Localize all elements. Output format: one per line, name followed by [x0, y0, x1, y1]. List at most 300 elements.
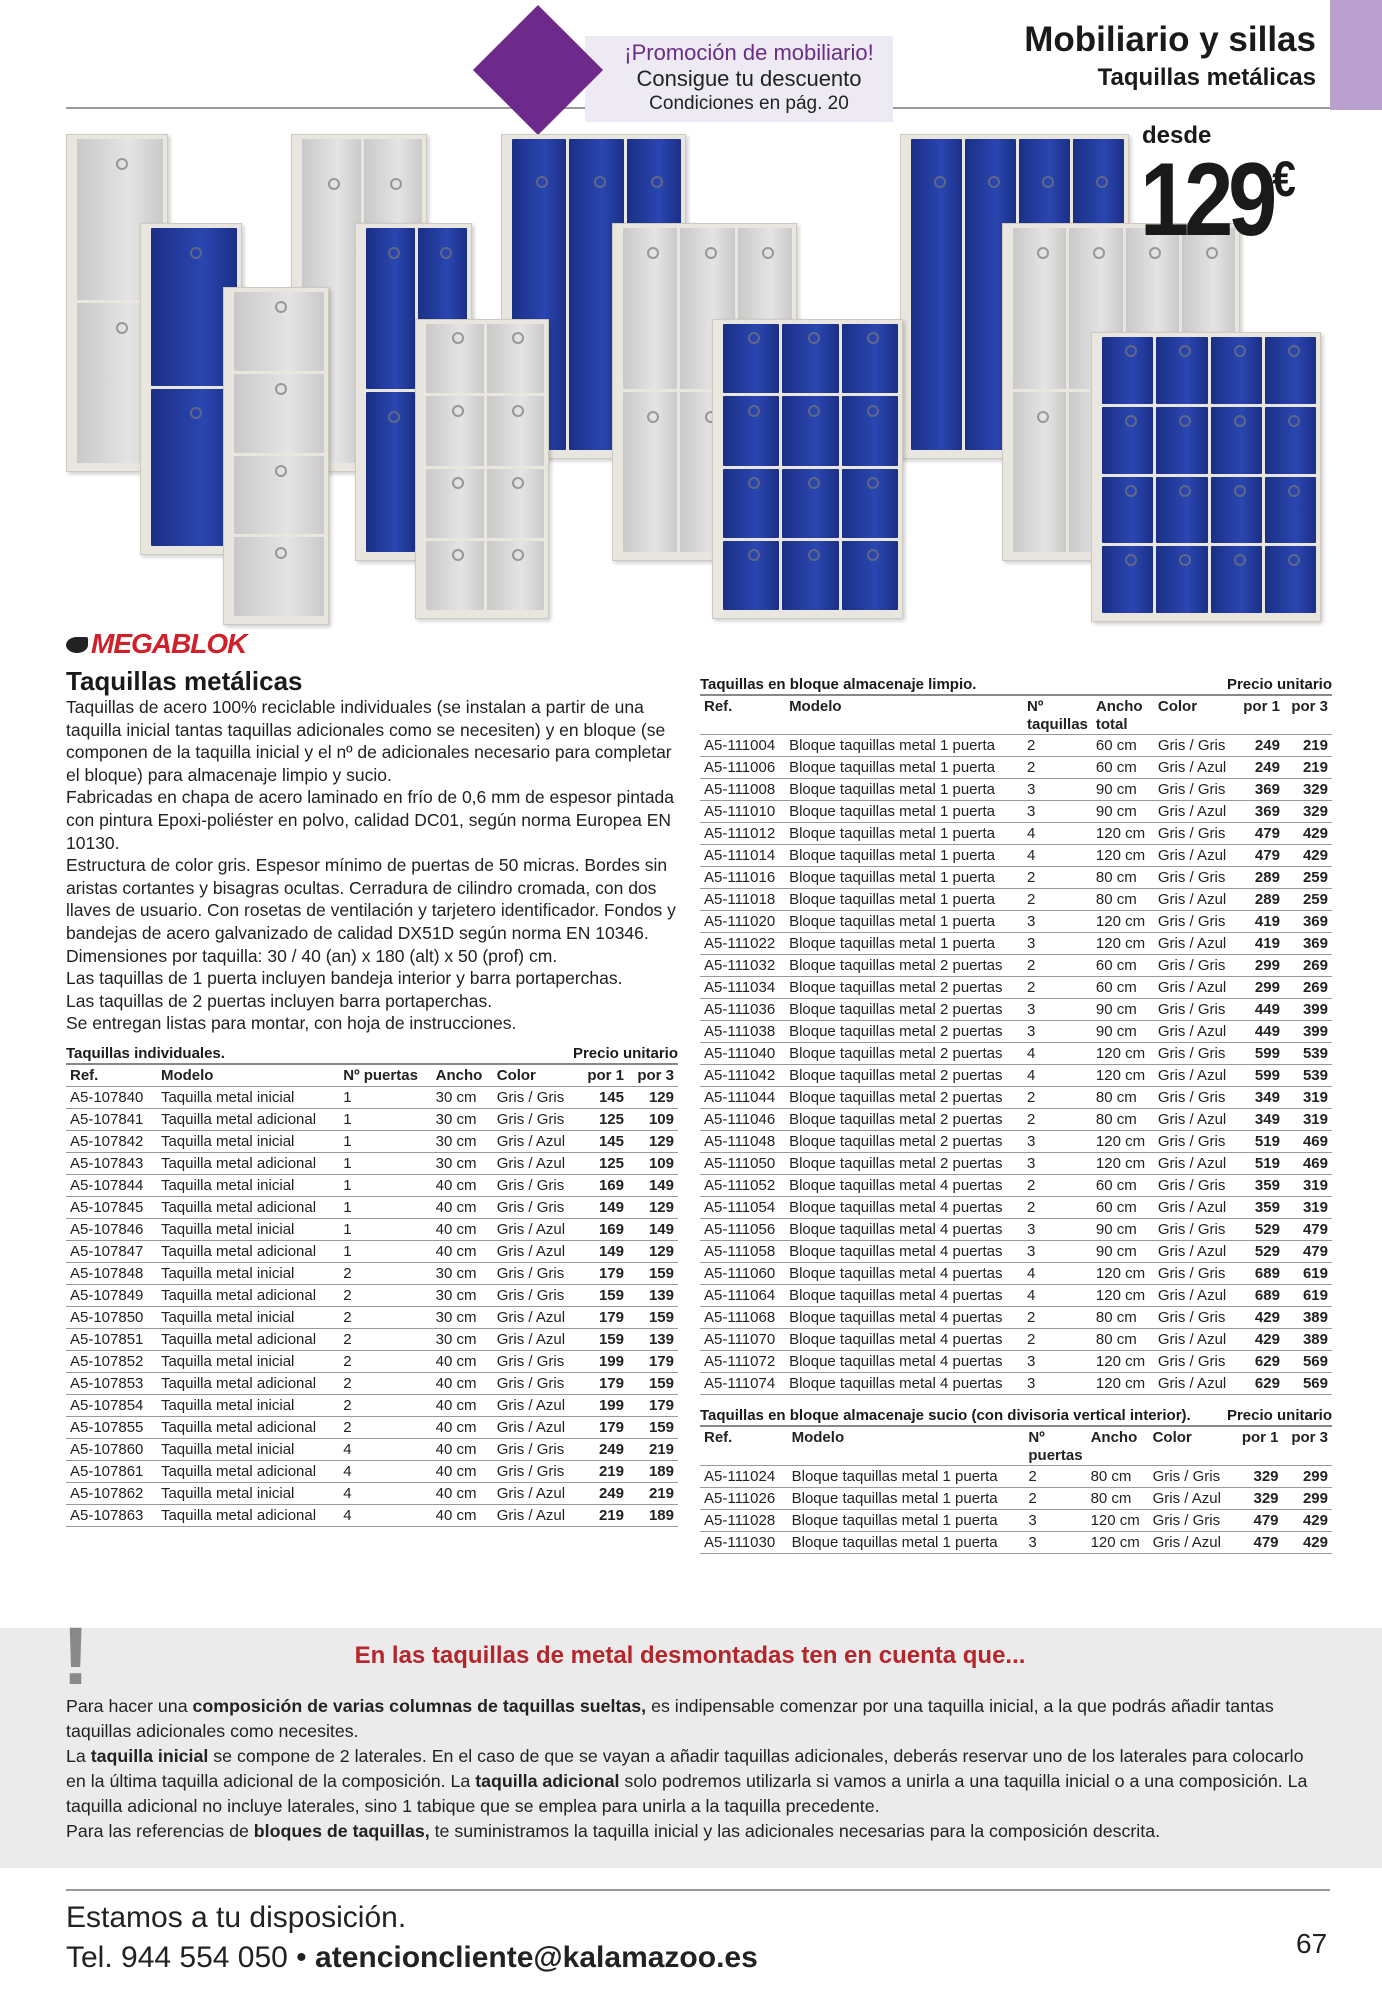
locker-door	[1013, 228, 1066, 389]
table-cell: 519	[1236, 1131, 1284, 1153]
column-header: Ref.	[700, 696, 785, 735]
table-cell: 40 cm	[432, 1175, 493, 1197]
text: se compone de 2 laterales. En el caso de que se vayan a añadir taquillas adicionales, deberás reservar uno de los laterales para colocarlo en la última taquilla adicional de la composición. La	[66, 1746, 1304, 1791]
table-cell: 179	[578, 1373, 628, 1395]
table-cell: 219	[578, 1505, 628, 1527]
table-cell: A5-111040	[700, 1043, 785, 1065]
table-cell: 139	[628, 1285, 678, 1307]
table-cell: 299	[1283, 1466, 1332, 1488]
table-row	[66, 1439, 678, 1461]
table-cell: Bloque taquillas metal 1 puerta	[785, 933, 1023, 955]
table-row	[66, 1483, 678, 1505]
desc-paragraph: Dimensiones por taquilla: 30 / 40 (an) x 180 (alt) x 50 (prof) cm.	[66, 945, 558, 966]
table-cell: 120 cm	[1092, 1263, 1154, 1285]
table-block-dirty-storage	[700, 1407, 1332, 1554]
table-cell: 40 cm	[432, 1439, 493, 1461]
table-row	[700, 999, 1332, 1021]
table-cell: 2	[339, 1351, 431, 1373]
table-cell: A5-107851	[66, 1329, 157, 1351]
table-cell: 30 cm	[432, 1263, 493, 1285]
table-cell: 599	[1236, 1043, 1284, 1065]
table-row	[700, 1329, 1332, 1351]
table-cell: 149	[628, 1219, 678, 1241]
table-cell: 539	[1284, 1043, 1332, 1065]
table-cell: Gris / Azul	[493, 1483, 578, 1505]
table-row	[700, 1285, 1332, 1307]
table-cell: Bloque taquillas metal 2 puertas	[785, 1109, 1023, 1131]
table-cell: A5-107862	[66, 1483, 157, 1505]
table-cell: A5-111036	[700, 999, 785, 1021]
table-cell: 80 cm	[1087, 1488, 1149, 1510]
table-title: Taquillas en bloque almacenaje limpio.	[700, 676, 977, 693]
table-caption	[700, 1407, 1332, 1427]
table-cell: Gris / Gris	[1154, 999, 1236, 1021]
table-cell: A5-111044	[700, 1087, 785, 1109]
table-cell: 3	[1023, 911, 1092, 933]
table-cell: Gris / Azul	[1154, 1241, 1236, 1263]
table-cell: Bloque taquillas metal 1 puerta	[788, 1466, 1025, 1488]
table-cell: 40 cm	[432, 1461, 493, 1483]
table-cell: Gris / Gris	[493, 1109, 578, 1131]
table-cell: 569	[1284, 1373, 1332, 1395]
table-cell: Gris / Azul	[493, 1241, 578, 1263]
table-row	[700, 1351, 1332, 1373]
table-cell: 2	[1023, 1329, 1092, 1351]
locker-door	[1211, 477, 1262, 544]
table-row	[66, 1505, 678, 1527]
table-cell: 149	[628, 1175, 678, 1197]
table-cell: 179	[578, 1263, 628, 1285]
table-cell: 30 cm	[432, 1109, 493, 1131]
text: solo podremos utilizarla si vamos a unirla a una taquilla inicial o a una composición. La taquilla adicional no incluye laterales, sino 1 tabique que se emplea para unirla a la taquilla precedente.	[66, 1771, 1308, 1816]
table-caption	[66, 1045, 678, 1065]
table-cell: A5-111032	[700, 955, 785, 977]
table-cell: 80 cm	[1092, 1087, 1154, 1109]
table-cell: Taquilla metal inicial	[157, 1175, 339, 1197]
desc-paragraph: Las taquillas de 2 puertas incluyen barra portaperchas.	[66, 990, 493, 1011]
table-cell: 359	[1236, 1175, 1284, 1197]
table-cell: Gris / Gris	[493, 1351, 578, 1373]
table-cell: A5-111026	[700, 1488, 788, 1510]
table-cell: 629	[1236, 1351, 1284, 1373]
table-cell: Gris / Gris	[1154, 1175, 1236, 1197]
table-cell: Bloque taquillas metal 1 puerta	[788, 1510, 1025, 1532]
table-cell: Bloque taquillas metal 1 puerta	[785, 779, 1023, 801]
table-cell: 169	[578, 1175, 628, 1197]
table-cell: 60 cm	[1092, 1197, 1154, 1219]
table-cell: 429	[1236, 1307, 1284, 1329]
table-cell: Bloque taquillas metal 4 puertas	[785, 1285, 1023, 1307]
section-tab	[1330, 0, 1382, 110]
table-cell: A5-111034	[700, 977, 785, 999]
table-cell: Bloque taquillas metal 2 puertas	[785, 977, 1023, 999]
table-row	[700, 1510, 1332, 1532]
table-cell: Bloque taquillas metal 2 puertas	[785, 1043, 1023, 1065]
table-cell: Taquilla metal inicial	[157, 1131, 339, 1153]
table-cell: A5-111024	[700, 1466, 788, 1488]
table-cell: A5-107852	[66, 1351, 157, 1373]
column-header: Ref.	[66, 1065, 157, 1087]
table-cell: Bloque taquillas metal 4 puertas	[785, 1329, 1023, 1351]
locker-door	[426, 469, 484, 538]
table-cell: 40 cm	[432, 1241, 493, 1263]
table-cell: 120 cm	[1092, 1285, 1154, 1307]
table-cell: A5-111068	[700, 1307, 785, 1329]
table-row	[700, 911, 1332, 933]
table-cell: 30 cm	[432, 1307, 493, 1329]
table-cell: A5-107843	[66, 1153, 157, 1175]
table-cell: 219	[1284, 757, 1332, 779]
table-cell: Bloque taquillas metal 4 puertas	[785, 1351, 1023, 1373]
table-cell: 90 cm	[1092, 1219, 1154, 1241]
table-cell: 2	[1023, 1175, 1092, 1197]
column-header: Ancho total	[1092, 696, 1154, 735]
megablok-logo-icon	[66, 637, 88, 653]
table-block-clean-storage	[700, 676, 1332, 1395]
bold-text: composición de varias columnas de taquillas sueltas,	[192, 1696, 647, 1716]
table-cell: 429	[1284, 845, 1332, 867]
table-cell: 219	[578, 1461, 628, 1483]
table-cell: Gris / Azul	[1154, 1373, 1236, 1395]
table-cell: 2	[1023, 1197, 1092, 1219]
table-cell: 529	[1236, 1241, 1284, 1263]
table-cell: 449	[1236, 1021, 1284, 1043]
column-header: por 1	[1236, 696, 1284, 735]
table-cell: 40 cm	[432, 1505, 493, 1527]
table-cell: Bloque taquillas metal 2 puertas	[785, 1087, 1023, 1109]
bold-text: bloques de taquillas,	[253, 1821, 430, 1841]
table-cell: 159	[628, 1263, 678, 1285]
locker-door	[782, 396, 838, 465]
locker-door	[1211, 407, 1262, 474]
table-cell: 2	[1023, 955, 1092, 977]
table-caption	[700, 676, 1332, 696]
table-cell: Bloque taquillas metal 1 puerta	[785, 889, 1023, 911]
table-cell: 419	[1236, 911, 1284, 933]
locker-door	[1211, 337, 1262, 404]
table-row	[700, 889, 1332, 911]
table-cell: A5-107841	[66, 1109, 157, 1131]
table-row	[66, 1263, 678, 1285]
table-cell: 519	[1236, 1153, 1284, 1175]
table-row	[66, 1241, 678, 1263]
footer-email-link[interactable]: atencioncliente@kalamazoo.es	[315, 1941, 758, 1974]
table-cell: Gris / Azul	[493, 1395, 578, 1417]
table-cell: Gris / Gris	[1154, 1131, 1236, 1153]
table-cell: A5-111064	[700, 1285, 785, 1307]
locker-door	[234, 374, 324, 453]
table-cell: Gris / Azul	[1154, 1285, 1236, 1307]
table-cell: 60 cm	[1092, 757, 1154, 779]
price-header: Precio unitario	[572, 1044, 678, 1062]
product-description	[66, 696, 678, 1035]
table-row	[66, 1197, 678, 1219]
notice-title: En las taquillas de metal desmontadas ten en cuenta que...	[354, 1642, 1026, 1669]
table-row	[700, 1131, 1332, 1153]
table-cell: 40 cm	[432, 1373, 493, 1395]
locker-door	[723, 469, 779, 538]
table-cell: 2	[339, 1307, 431, 1329]
table-cell: Bloque taquillas metal 4 puertas	[785, 1373, 1023, 1395]
table-cell: A5-107850	[66, 1307, 157, 1329]
table-cell: Gris / Gris	[493, 1087, 578, 1109]
table-cell: 419	[1236, 933, 1284, 955]
table-cell: Gris / Gris	[1154, 1087, 1236, 1109]
table-cell: 80 cm	[1092, 867, 1154, 889]
table-cell: 4	[1023, 823, 1092, 845]
table-cell: Bloque taquillas metal 1 puerta	[785, 911, 1023, 933]
locker-door	[723, 541, 779, 610]
table-cell: Bloque taquillas metal 2 puertas	[785, 1021, 1023, 1043]
table-cell: 120 cm	[1092, 1153, 1154, 1175]
table-cell: 80 cm	[1092, 1329, 1154, 1351]
table-cell: 299	[1283, 1488, 1332, 1510]
column-header: Modelo	[788, 1427, 1025, 1466]
table-cell: A5-107840	[66, 1087, 157, 1109]
table-cell: 60 cm	[1092, 955, 1154, 977]
table-row	[66, 1109, 678, 1131]
price-header: Precio unitario	[1226, 676, 1332, 693]
column-header: Modelo	[785, 696, 1023, 735]
table-cell: 2	[339, 1417, 431, 1439]
table-row	[66, 1373, 678, 1395]
table-cell: 2	[1023, 757, 1092, 779]
locker-door	[1156, 337, 1207, 404]
table-cell: 1	[339, 1153, 431, 1175]
locker-door	[1211, 546, 1262, 613]
table-cell: 149	[578, 1197, 628, 1219]
table-cell: Gris / Gris	[493, 1197, 578, 1219]
notice-paragraph	[66, 1694, 1326, 1744]
table-cell: 4	[1023, 845, 1092, 867]
table-cell: 349	[1236, 1087, 1284, 1109]
table-cell: 3	[1023, 933, 1092, 955]
table-cell: 1	[339, 1197, 431, 1219]
table-cell: A5-107860	[66, 1439, 157, 1461]
table-cell: Gris / Gris	[1154, 1043, 1236, 1065]
table-cell: Gris / Azul	[1154, 845, 1236, 867]
table-cell: Gris / Gris	[1149, 1466, 1234, 1488]
locker-door	[723, 396, 779, 465]
table-cell: Gris / Azul	[1149, 1488, 1234, 1510]
table-cell: A5-111030	[700, 1532, 788, 1554]
table-cell: A5-111006	[700, 757, 785, 779]
table-cell: Taquilla metal inicial	[157, 1351, 339, 1373]
table-cell: Bloque taquillas metal 4 puertas	[785, 1219, 1023, 1241]
table-cell: Gris / Azul	[493, 1219, 578, 1241]
table-row	[700, 1373, 1332, 1395]
table-cell: 219	[628, 1483, 678, 1505]
table-cell: 179	[578, 1417, 628, 1439]
locker-door	[1265, 337, 1316, 404]
table-cell: 90 cm	[1092, 999, 1154, 1021]
table-row	[700, 1175, 1332, 1197]
left-column	[66, 666, 678, 1527]
table-cell: 219	[1284, 735, 1332, 757]
table-cell: Bloque taquillas metal 1 puerta	[785, 735, 1023, 757]
table-cell: 219	[628, 1439, 678, 1461]
table-cell: Bloque taquillas metal 1 puerta	[785, 823, 1023, 845]
notice-paragraph	[66, 1744, 1326, 1819]
table-cell: Bloque taquillas metal 4 puertas	[785, 1175, 1023, 1197]
locker-door	[366, 392, 415, 553]
table-cell: 145	[578, 1087, 628, 1109]
locker-door	[842, 541, 898, 610]
locker-door	[842, 469, 898, 538]
table-cell: 259	[1284, 889, 1332, 911]
locker-door	[842, 396, 898, 465]
table-cell: 60 cm	[1092, 735, 1154, 757]
table-cell: A5-107848	[66, 1263, 157, 1285]
table-cell: A5-111014	[700, 845, 785, 867]
locker-door	[1265, 407, 1316, 474]
locker-door	[487, 324, 545, 393]
price-value: 129	[1140, 142, 1273, 258]
table-cell: 469	[1284, 1153, 1332, 1175]
table	[700, 1427, 1332, 1554]
table-cell: Taquilla metal adicional	[157, 1109, 339, 1131]
desc-paragraph: Taquillas de acero 100% reciclable individuales (se instalan a partir de una taquilla inicial tantas taquillas adicionales como se necesiten) y en bloque (se componen de la taquilla inicial y el nº de adicionales necesario para completar el bloque) para almacenaje limpio y sucio.	[66, 697, 672, 785]
table-cell: Gris / Gris	[1154, 823, 1236, 845]
table-row	[700, 1219, 1332, 1241]
table-cell: 109	[628, 1109, 678, 1131]
table-cell: A5-107845	[66, 1197, 157, 1219]
text: Para las referencias de	[66, 1821, 254, 1841]
table-cell: 1	[339, 1219, 431, 1241]
table-cell: 120 cm	[1092, 1351, 1154, 1373]
text: Para hacer una	[66, 1696, 193, 1716]
column-header: Nº puertas	[1024, 1427, 1086, 1466]
table-row	[66, 1329, 678, 1351]
table-cell: 329	[1233, 1466, 1282, 1488]
table-cell: 369	[1236, 779, 1284, 801]
table-cell: 299	[1236, 955, 1284, 977]
table-row	[66, 1219, 678, 1241]
locker-door	[1156, 546, 1207, 613]
table-cell: Gris / Azul	[1154, 977, 1236, 999]
table-cell: 369	[1236, 801, 1284, 823]
table-cell: A5-111016	[700, 867, 785, 889]
table-cell: A5-107854	[66, 1395, 157, 1417]
table-row	[700, 933, 1332, 955]
table-cell: Gris / Gris	[1154, 1263, 1236, 1285]
footer-contact	[66, 1940, 758, 1976]
table-cell: A5-107853	[66, 1373, 157, 1395]
table-cell: Taquilla metal adicional	[157, 1373, 339, 1395]
column-header: Ancho	[432, 1065, 493, 1087]
table-cell: Bloque taquillas metal 1 puerta	[785, 867, 1023, 889]
right-column	[700, 676, 1332, 1554]
table-cell: 40 cm	[432, 1351, 493, 1373]
table-row	[700, 801, 1332, 823]
table-cell: 3	[1023, 1241, 1092, 1263]
page-title: Mobiliario y sillas	[1024, 20, 1316, 59]
table-cell: 129	[628, 1241, 678, 1263]
table-cell: Taquilla metal adicional	[157, 1461, 339, 1483]
table-cell: A5-111054	[700, 1197, 785, 1219]
table-row	[700, 955, 1332, 977]
table-cell: A5-111070	[700, 1329, 785, 1351]
locker-door	[1265, 546, 1316, 613]
table-cell: Gris / Gris	[493, 1263, 578, 1285]
table-cell: A5-111012	[700, 823, 785, 845]
table-cell: A5-111048	[700, 1131, 785, 1153]
desc-paragraph: Las taquillas de 1 puerta incluyen bandeja interior y barra portaperchas.	[66, 968, 623, 989]
table-row	[700, 1153, 1332, 1175]
table-cell: Taquilla metal inicial	[157, 1439, 339, 1461]
table-cell: 319	[1284, 1109, 1332, 1131]
column-header: por 1	[1233, 1427, 1282, 1466]
table-cell: Gris / Azul	[1154, 1109, 1236, 1131]
column-header: Ref.	[700, 1427, 788, 1466]
table-row	[700, 1488, 1332, 1510]
table-cell: 4	[1023, 1043, 1092, 1065]
table-cell: 1	[339, 1131, 431, 1153]
table-cell: 3	[1023, 1131, 1092, 1153]
table-cell: 159	[628, 1417, 678, 1439]
table-row	[700, 1021, 1332, 1043]
table-cell: Gris / Gris	[493, 1461, 578, 1483]
table-cell: 120 cm	[1092, 1373, 1154, 1395]
table-cell: 30 cm	[432, 1131, 493, 1153]
table-cell: 529	[1236, 1219, 1284, 1241]
table-cell: A5-111022	[700, 933, 785, 955]
currency-symbol: €	[1272, 151, 1291, 207]
table-title: Taquillas en bloque almacenaje sucio (con divisoria vertical interior).	[700, 1407, 1191, 1424]
table-cell: 4	[1023, 1285, 1092, 1307]
table-cell: 90 cm	[1092, 801, 1154, 823]
table-cell: 479	[1233, 1532, 1282, 1554]
locker-door	[487, 469, 545, 538]
table-cell: 369	[1284, 933, 1332, 955]
table-cell: 629	[1236, 1373, 1284, 1395]
locker-door	[426, 541, 484, 610]
table-cell: Gris / Gris	[493, 1285, 578, 1307]
table-row	[700, 845, 1332, 867]
table-cell: A5-111056	[700, 1219, 785, 1241]
table-cell: Taquilla metal inicial	[157, 1263, 339, 1285]
column-header: Ancho	[1087, 1427, 1149, 1466]
table-cell: 120 cm	[1087, 1510, 1149, 1532]
locker-door	[782, 324, 838, 393]
locker-door	[723, 324, 779, 393]
table-cell: 3	[1023, 1373, 1092, 1395]
column-header: Color	[493, 1065, 578, 1087]
locker-door	[782, 541, 838, 610]
table-cell: Bloque taquillas metal 2 puertas	[785, 999, 1023, 1021]
table-cell: 40 cm	[432, 1219, 493, 1241]
page-subtitle: Taquillas metálicas	[1097, 64, 1316, 91]
table-cell: Gris / Gris	[1154, 1219, 1236, 1241]
table-cell: Gris / Azul	[1154, 1021, 1236, 1043]
table-cell: 120 cm	[1092, 1065, 1154, 1087]
table-cell: Gris / Azul	[493, 1131, 578, 1153]
table-cell: A5-111058	[700, 1241, 785, 1263]
table-cell: 189	[628, 1461, 678, 1483]
table-cell: Gris / Azul	[1154, 757, 1236, 779]
table-cell: Bloque taquillas metal 2 puertas	[785, 1131, 1023, 1153]
table	[66, 1065, 678, 1528]
table-cell: 689	[1236, 1263, 1284, 1285]
table-cell: 4	[339, 1483, 431, 1505]
table-cell: 159	[578, 1329, 628, 1351]
table-cell: Gris / Gris	[1154, 1351, 1236, 1373]
table-cell: Gris / Gris	[1154, 911, 1236, 933]
table-cell: Bloque taquillas metal 1 puerta	[788, 1488, 1025, 1510]
table-cell: 2	[1023, 1087, 1092, 1109]
table-cell: A5-107842	[66, 1131, 157, 1153]
table-row	[66, 1417, 678, 1439]
